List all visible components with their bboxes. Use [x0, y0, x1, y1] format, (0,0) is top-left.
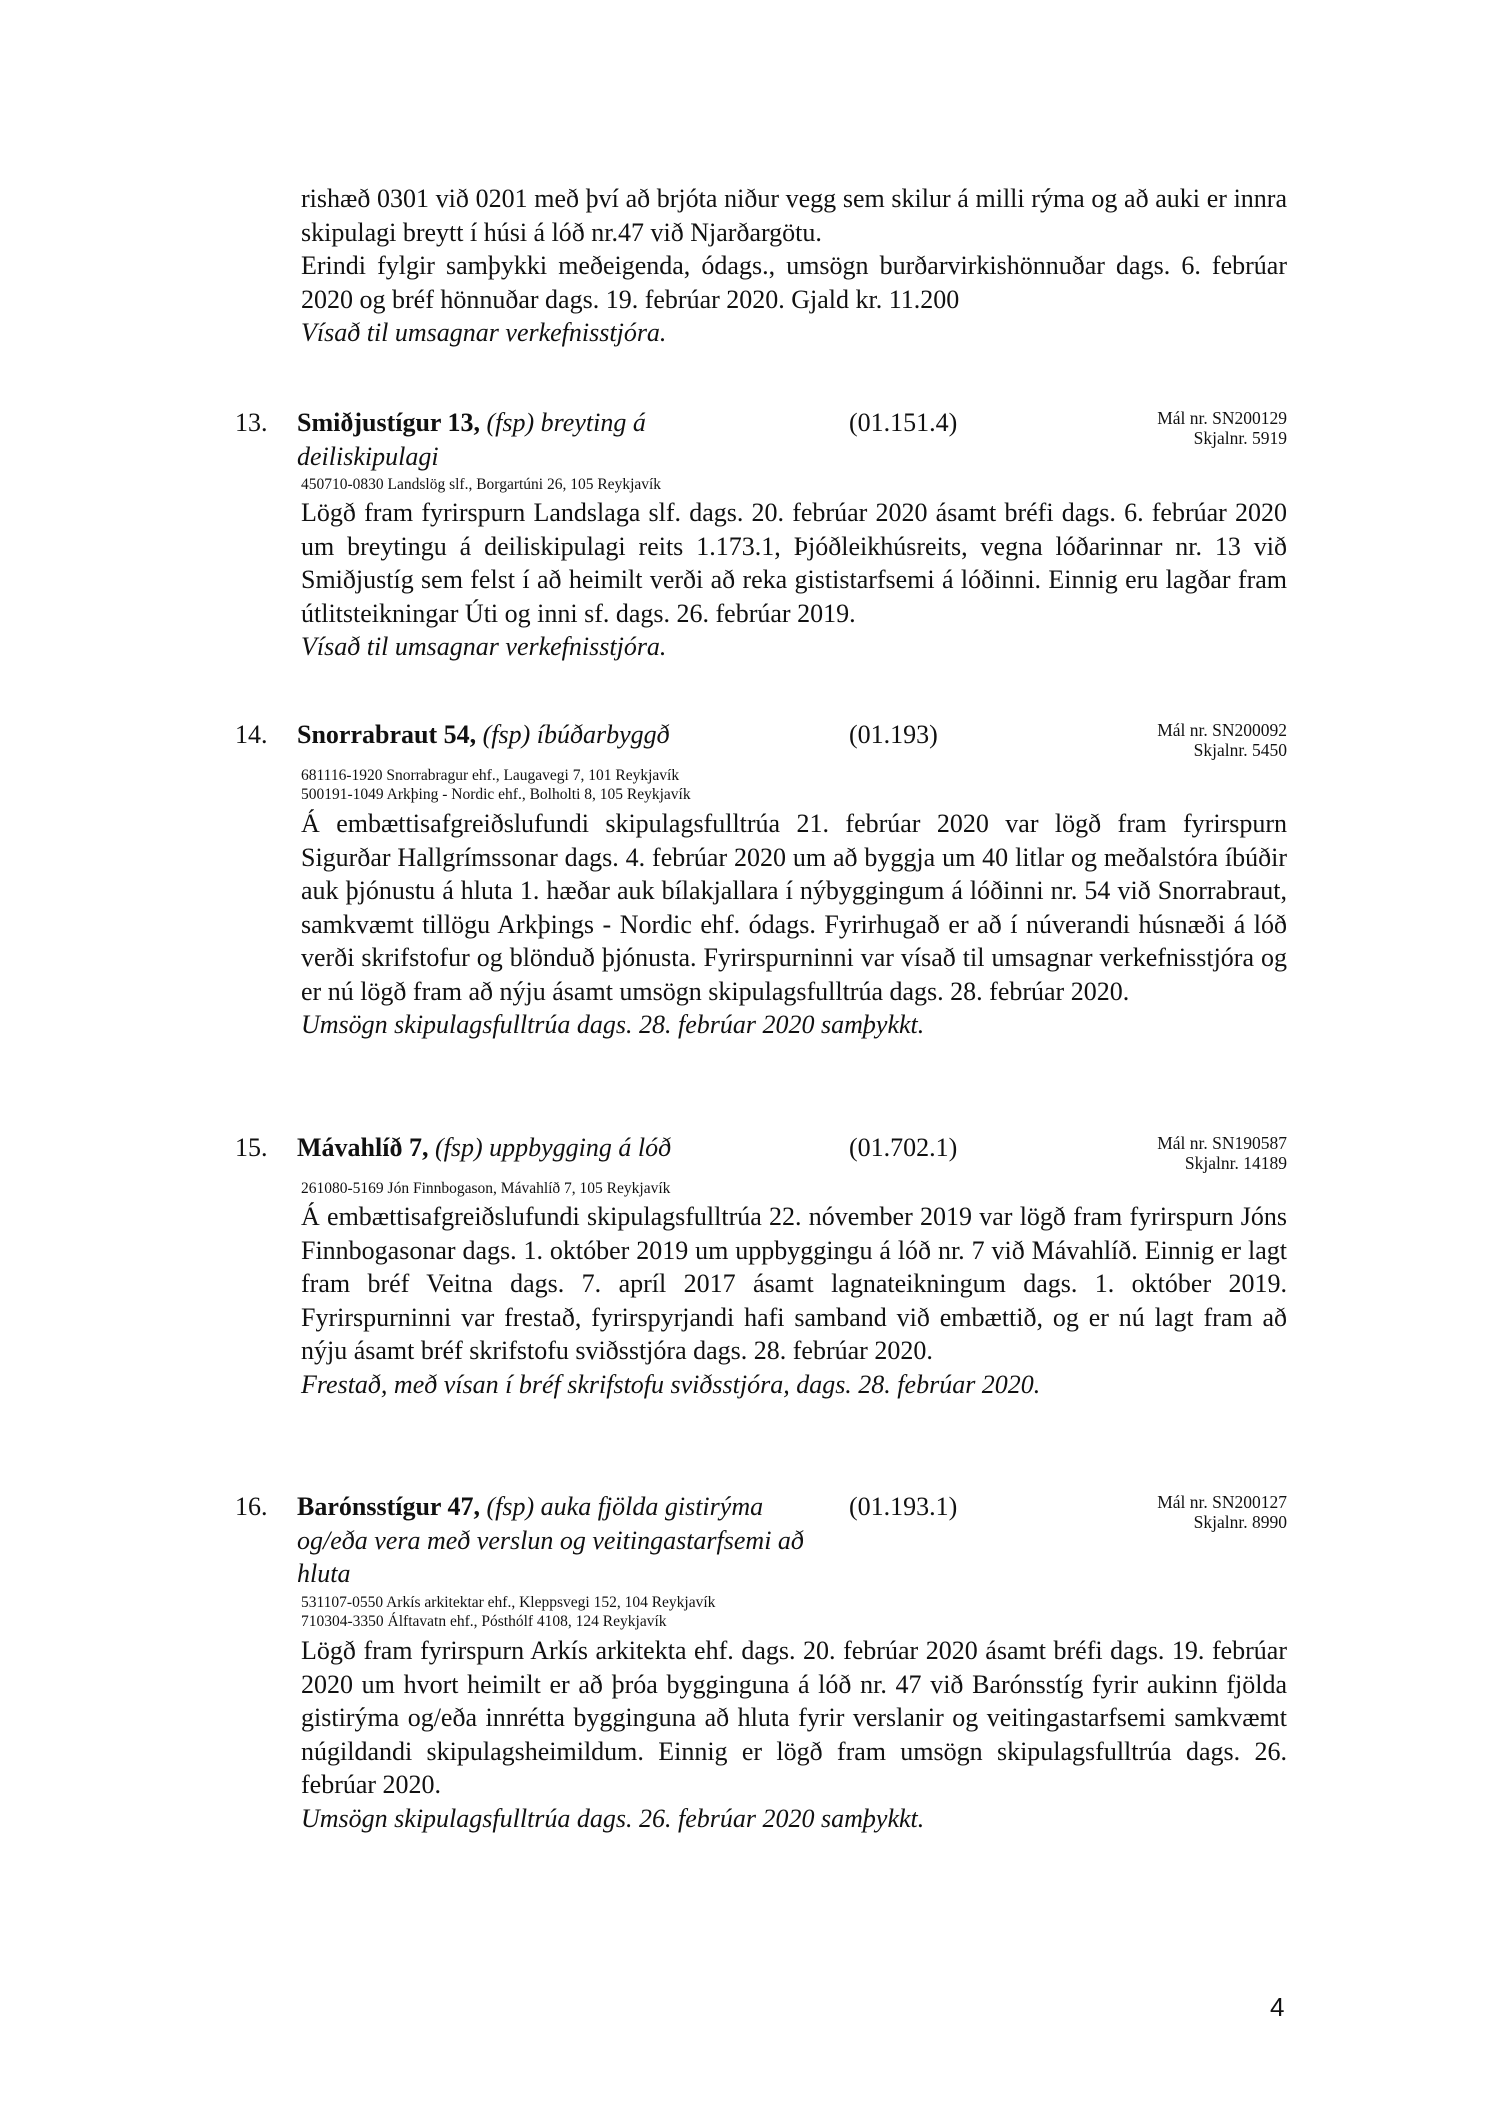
item-parties — [301, 1593, 715, 1631]
item-parties — [301, 766, 691, 804]
item-parties — [301, 475, 661, 494]
item-case-number: Mál nr. SN190587 — [1157, 1133, 1287, 1153]
item-meta — [1157, 408, 1287, 448]
item-street: Barónsstígur 47, — [297, 1492, 480, 1521]
intro-decision: Vísað til umsagnar verkefnisstjóra. — [301, 318, 667, 347]
party-line: 681116-1920 Snorrabragur ehf., Laugavegi 7, 101 Reykjavík — [301, 767, 680, 784]
page-number: 4 — [1270, 1992, 1285, 2022]
item-journal-number: Skjalnr. 14189 — [1184, 1153, 1287, 1173]
item-land-reference: (01.193) — [849, 720, 938, 749]
item-description: (fsp) íbúðarbyggð — [482, 720, 670, 749]
item-meta — [1157, 1133, 1287, 1173]
item-meta — [1157, 720, 1287, 760]
item-heading — [297, 718, 817, 752]
item-description: (fsp) auka fjölda gistirýma og/eða vera með verslun og veitingastarfsemi að hluta — [297, 1492, 804, 1588]
item-number: 13. — [235, 408, 268, 437]
party-line: 450710-0830 Landslög slf., Borgartúni 26, 105 Reykjavík — [301, 476, 662, 493]
item-body-text: Á embættisafgreiðslufundi skipulagsfulltrúa 22. nóvember 2019 var lögð fram fyrirspurn Jóns Finnbogasonar dags. 1. október 2019 um uppbyggingu á lóð nr. 7 við Mávahlíð. Einnig er lagt fram bréf Veitna dags. 7. apríl 2017 ásamt lagnateikningum dags. 1. október 2019. Fyrirspurninni var frestað, fyrirspyrjandi hafi samband við embættið, og er nú lagt fram að nýju ásamt bréf skrifstofu sviðsstjóra dags. 28. febrúar 2020. — [301, 1202, 1287, 1365]
item-body — [301, 496, 1287, 664]
item-journal-number: Skjalnr. 8990 — [1193, 1512, 1287, 1532]
item-description: (fsp) uppbygging á lóð — [434, 1133, 672, 1162]
item-number: 14. — [235, 720, 268, 749]
item-journal-number: Skjalnr. 5919 — [1193, 428, 1287, 448]
item-number: 15. — [235, 1133, 268, 1162]
item-decision: Frestað, með vísan í bréf skrifstofu sviðsstjóra, dags. 28. febrúar 2020. — [301, 1369, 1041, 1399]
item-parties — [301, 1179, 670, 1198]
item-case-number: Mál nr. SN200129 — [1157, 408, 1287, 428]
item-land-reference: (01.193.1) — [849, 1492, 958, 1521]
item-meta — [1157, 1492, 1287, 1532]
item-body — [301, 1634, 1287, 1835]
item-body-text: Á embættisafgreiðslufundi skipulagsfulltrúa 21. febrúar 2020 var lögð fram fyrirspurn Sigurðar Hallgrímssonar dags. 4. febrúar 2020 um að byggja um 40 litlar og meðalstóra íbúðir auk þjónustu á hluta 1. hæðar auk bílakjallara í nýbyggingum á lóðinni nr. 54 við Snorrabraut, samkvæmt tillögu Arkþings - Nordic ehf. ódags. Fyrirhugað er að í núverandi húsnæði á lóð verði skrifstofur og blönduð þjónusta. Fyrirspurninni var vísað til umsagnar verkefnisstjóra og er nú lögð fram að nýju ásamt umsögn skipulagsfulltrúa dags. 28. febrúar 2020. — [301, 809, 1287, 1006]
intro-paragraph — [301, 182, 1287, 350]
item-street: Snorrabraut 54, — [297, 720, 477, 749]
item-decision: Umsögn skipulagsfulltrúa dags. 26. febrúar 2020 samþykkt. — [301, 1803, 925, 1833]
party-line: 261080-5169 Jón Finnbogason, Mávahlíð 7, 105 Reykjavík — [301, 1180, 671, 1197]
item-decision: Umsögn skipulagsfulltrúa dags. 28. febrúar 2020 samþykkt. — [301, 1010, 925, 1039]
intro-text-2: Erindi fylgir samþykki meðeigenda, ódags., umsögn burðarvirkishönnuðar dags. 6. febrúar 2020 og bréf hönnuðar dags. 19. febrúar 2020. Gjald kr. 11.200 — [301, 251, 1287, 314]
item-land-reference: (01.151.4) — [849, 408, 958, 437]
item-heading — [297, 1131, 817, 1165]
item-street: Smiðjustígur 13, — [297, 408, 480, 437]
party-line: 531107-0550 Arkís arkitektar ehf., Kleppsvegi 152, 104 Reykjavík — [301, 1594, 716, 1611]
item-case-number: Mál nr. SN200127 — [1157, 1492, 1287, 1512]
item-body — [301, 1200, 1287, 1401]
item-heading — [297, 1490, 827, 1591]
party-line: 710304-3350 Álftavatn ehf., Pósthólf 4108, 124 Reykjavík — [301, 1613, 667, 1630]
item-case-number: Mál nr. SN200092 — [1157, 720, 1287, 740]
item-number: 16. — [235, 1492, 268, 1521]
item-body — [301, 807, 1287, 1042]
item-heading — [297, 406, 717, 473]
item-body-text: Lögð fram fyrirspurn Arkís arkitekta ehf. dags. 20. febrúar 2020 ásamt bréfi dags. 19. febrúar 2020 um hvort heimilt er að þróa bygginguna á lóð nr. 47 við Barónsstíg fyrir aukinn fjölda gistirýma og/eða innrétta bygginguna að hluta fyrir verslanir og veitingastarfsemi samkvæmt núgildandi skipulagsheimildum. Einnig er lögð fram umsögn skipulagsfulltrúa dags. 26. febrúar 2020. — [301, 1636, 1287, 1799]
item-decision: Vísað til umsagnar verkefnisstjóra. — [301, 632, 667, 661]
item-land-reference: (01.702.1) — [849, 1133, 958, 1162]
party-line: 500191-1049 Arkþing - Nordic ehf., Bolholti 8, 105 Reykjavík — [301, 786, 691, 803]
item-journal-number: Skjalnr. 5450 — [1193, 740, 1287, 760]
item-body-text: Lögð fram fyrirspurn Landslaga slf. dags. 20. febrúar 2020 ásamt bréfi dags. 6. febrúar 2020 um breytingu á deiliskipulagi reits 1.173.1, Þjóðleikhúsreits, vegna lóðarinnar nr. 13 við Smiðjustíg sem felst í að heimilt verði að reka gististarfsemi á lóðinni. Einnig eru lagðar fram útlitsteikningar Úti og inni sf. dags. 26. febrúar 2019. — [301, 498, 1287, 628]
item-street: Mávahlíð 7, — [297, 1133, 429, 1162]
item-description: (fsp) breyting á deiliskipulagi — [297, 408, 646, 471]
intro-text: rishæð 0301 við 0201 með því að brjóta niður vegg sem skilur á milli rýma og að auki er innra skipulagi breytt í húsi á lóð nr.47 við Njarðargötu. — [301, 184, 1287, 247]
